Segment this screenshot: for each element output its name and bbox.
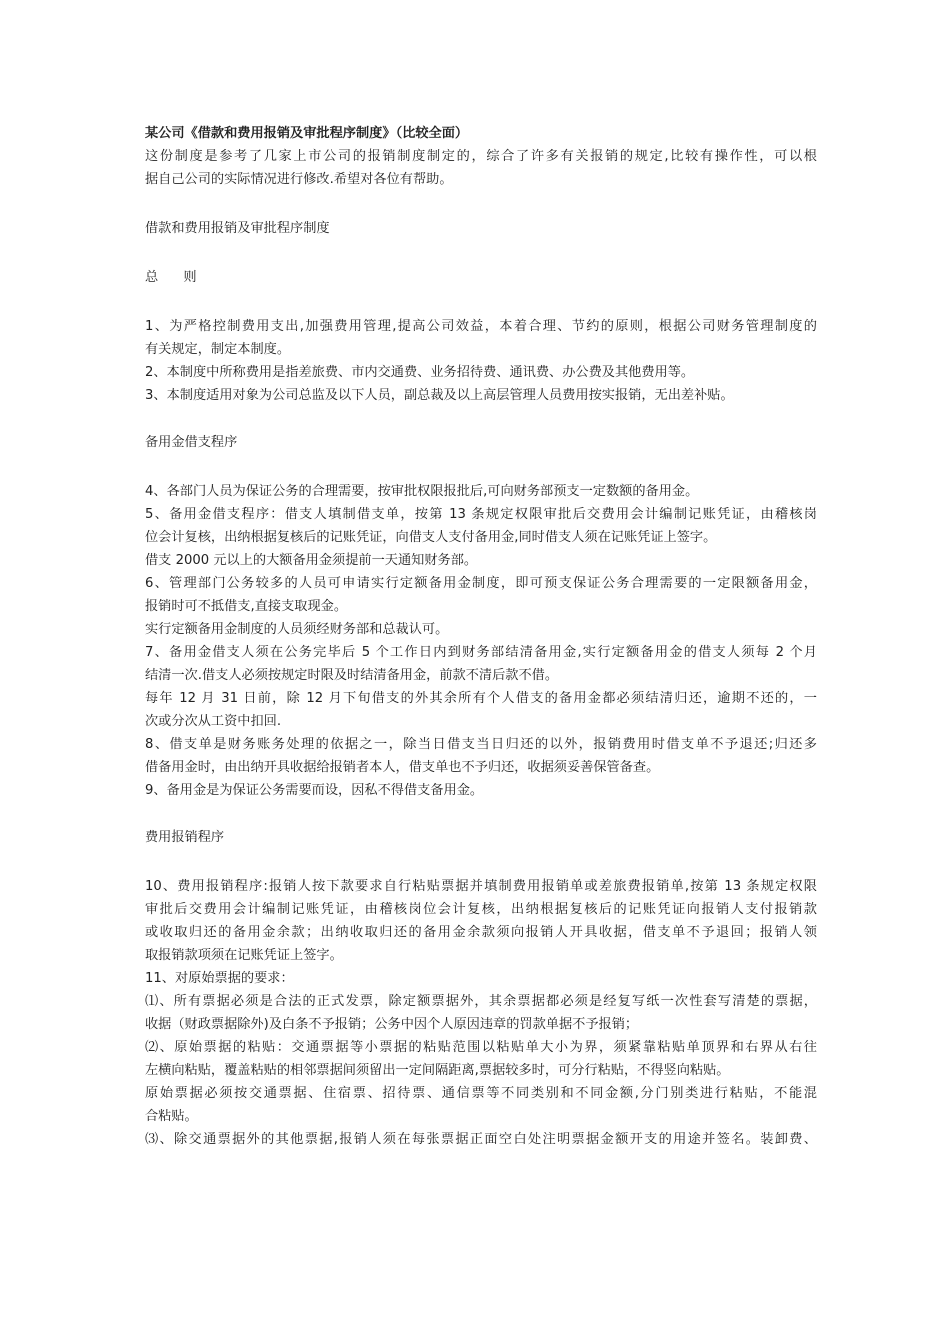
clause-line: 4、各部门人员为保证公务的合理需要，按审批权限报批后,可向财务部预支一定数额的备用金。 xyxy=(145,484,699,499)
clause-line: 每年 12 月 31 日前，除 12 月下旬借支的外其余所有个人借支的备用金都必须结清归还，逾期不还的，一 xyxy=(145,691,817,706)
section-heading-expense: 费用报销程序 xyxy=(145,830,225,845)
clause-line: 左横向粘贴，覆盖粘贴的相邻票据间须留出一定间隔距离,票据较多时，可分行粘贴，不得竖向粘贴。 xyxy=(145,1063,730,1078)
clause-line: 10、费用报销程序:报销人按下款要求自行粘贴票据并填制费用报销单或差旅费报销单,按第 13 条规定权限 xyxy=(145,879,817,894)
clause-line: 取报销款项须在记账凭证上签字。 xyxy=(145,948,343,963)
clause-line: 有关规定，制定本制度。 xyxy=(145,342,291,357)
clause-line: 7、备用金借支人须在公务完毕后 5 个工作日内到财务部结清备用金,实行定额备用金的借支人须每 2 个月 xyxy=(145,645,817,660)
paragraph-gap xyxy=(145,407,817,431)
paragraph-gap xyxy=(145,240,817,266)
clause-line: ⑶、除交通票据外的其他票据,报销人须在每张票据正面空白处注明票据金额开支的用途并签名。装卸费、 xyxy=(145,1132,817,1147)
clause-line: 报销时可不抵借支,直接支取现金。 xyxy=(145,599,348,614)
paragraph-gap xyxy=(145,289,817,315)
intro-line: 这份制度是参考了几家上市公司的报销制度制定的，综合了许多有关报销的规定,比较有操作性，可以根 xyxy=(145,149,817,164)
clause-line: 6、管理部门公务较多的人员可申请实行定额备用金制度，即可预支保证公务合理需要的一定限额备用金， xyxy=(145,576,817,591)
clause-line: ⑴、所有票据必须是合法的正式发票，除定额票据外，其余票据都必须是经复写纸一次性套写清楚的票据， xyxy=(145,994,817,1009)
paragraph-gap xyxy=(145,849,817,875)
clause-line: 原始票据必须按交通票据、住宿票、招待票、通信票等不同类别和不同金额,分门别类进行粘贴，不能混 xyxy=(145,1086,817,1101)
document-body xyxy=(145,122,817,1151)
clause-line: 5、备用金借支程序：借支人填制借支单，按第 13 条规定权限审批后交费用会计编制记账凭证，由稽核岗 xyxy=(145,507,817,522)
document-title: 某公司《借款和费用报销及审批程序制度》（比较全面） xyxy=(145,126,469,141)
clause-line: 2、本制度中所称费用是指差旅费、市内交通费、业务招待费、通讯费、办公费及其他费用等。 xyxy=(145,365,695,380)
clause-line: 审批后交费用会计编制记账凭证，由稽核岗位会计复核，出纳根据复核后的记账凭证向报销人支付报销款 xyxy=(145,902,817,917)
clause-line: 实行定额备用金制度的人员须经财务部和总裁认可。 xyxy=(145,622,449,637)
intro-line: 据自己公司的实际情况进行修改.希望对各位有帮助。 xyxy=(145,172,453,187)
clause-line: 位会计复核，出纳根据复核后的记账凭证，向借支人支付备用金,同时借支人须在记账凭证上签字。 xyxy=(145,530,717,545)
paragraph-gap xyxy=(145,802,817,826)
clause-line: 结清一次.借支人必须按规定时限及时结清备用金，前款不清后款不借。 xyxy=(145,668,559,683)
section-heading-general: 总 则 xyxy=(145,270,197,285)
main-heading: 借款和费用报销及审批程序制度 xyxy=(145,221,330,236)
clause-line: 3、本制度适用对象为公司总监及以下人员，副总裁及以上高层管理人员费用按实报销，无出差补贴。 xyxy=(145,388,734,403)
clause-line: 合粘贴。 xyxy=(145,1109,198,1124)
paragraph-gap xyxy=(145,191,817,217)
clause-line: 或收取归还的备用金余款；出纳收取归还的备用金余款须向报销人开具收据，借支单不予退回；报销人领 xyxy=(145,925,817,940)
clause-line: 借备用金时，由出纳开具收据给报销者本人，借支单也不予归还，收据须妥善保管备查。 xyxy=(145,760,660,775)
clause-line: 8、借支单是财务账务处理的依据之一，除当日借支当日归还的以外，报销费用时借支单不予退还;归还多 xyxy=(145,737,817,752)
clause-line: ⑵、原始票据的粘贴：交通票据等小票据的粘贴范围以粘贴单大小为界，须紧靠粘贴单顶界和右界从右往 xyxy=(145,1040,817,1055)
paragraph-gap xyxy=(145,454,817,480)
clause-line: 借支 2000 元以上的大额备用金须提前一天通知财务部。 xyxy=(145,553,478,568)
clause-line: 11、对原始票据的要求： xyxy=(145,971,294,986)
section-heading-reserve: 备用金借支程序 xyxy=(145,435,238,450)
clause-line: 次或分次从工资中扣回. xyxy=(145,714,282,729)
clause-line: 收据（财政票据除外)及白条不予报销；公务中因个人原因违章的罚款单据不予报销； xyxy=(145,1017,639,1032)
clause-line: 1、为严格控制费用支出,加强费用管理,提高公司效益，本着合理、节约的原则，根据公司财务管理制度的 xyxy=(145,319,817,334)
clause-line: 9、备用金是为保证公务需要而设，因私不得借支备用金。 xyxy=(145,783,484,798)
